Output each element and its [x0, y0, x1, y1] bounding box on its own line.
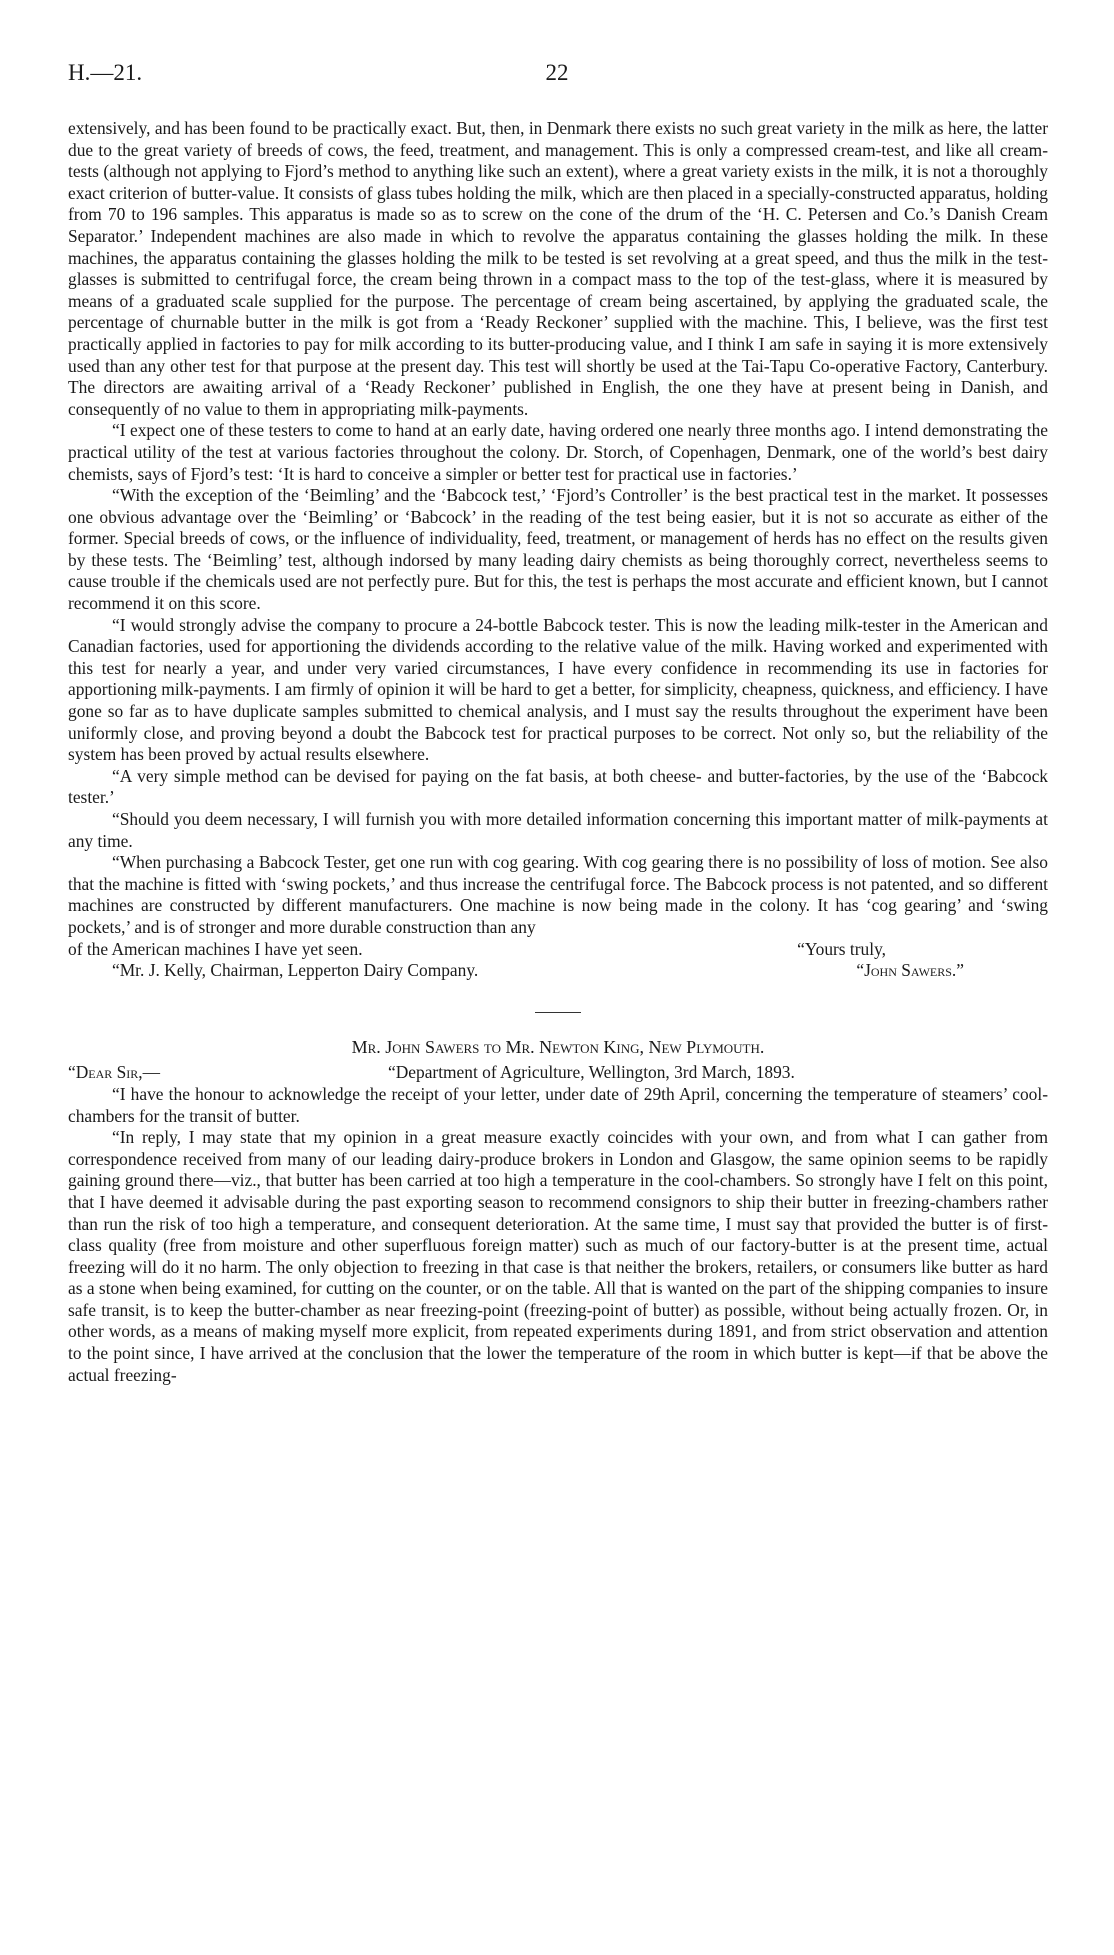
letter-king — [68, 1037, 1048, 1387]
document-reference: H.—21. — [68, 60, 143, 85]
closing: “Yours truly, — [797, 938, 886, 959]
letter-kelly — [68, 118, 1048, 982]
paragraph: extensively, and has been found to be practically exact. But, then, in Denmark there exists no such great variety in the milk as here, the latter due to the great variety of breeds of cows, the feed, treatment, and management. This is only a compressed cream-test, and like all cream-tests (although not applying to Fjord’s method to anything like such an extent), where a great variety exists in the milk, it is not a thoroughly exact criterion of butter-value. It consists of glass tubes holding the milk, which are then placed in a specially-constructed apparatus, holding from 70 to 196 samples. This apparatus is made so as to screw on the cone of the drum of the ‘H. C. Petersen and Co.’s Danish Cream Separator.’ Independent machines are also made in which to revolve the apparatus containing the glasses holding the milk. In these machines, the apparatus containing the glasses holding the milk to be tested is set revolving at a great speed, and thus the milk in the test-glasses is submitted to centrifugal force, the cream being thrown in a compact mass to the top of the test-glass, where it is measured by means of a graduated scale supplied for the purpose. The percentage of cream being ascertained, by applying the graduated scale, the percentage of churnable butter in the milk is got from a ‘Ready Reckoner’ supplied with the machine. This, I believe, was the first test practically applied in factories to pay for milk according to its butter-producing value, and I think I am safe in saying it is more extensively used than any other test for that purpose at the present day. This test will shortly be used at the Tai-Tapu Co-operative Factory, Canterbury. The directors are awaiting arrival of a ‘Ready Reckoner’ published in English, the one they have at present being in Danish, and consequently of no value to them in appropriating milk-payments. — [68, 118, 1048, 419]
paragraph: “When purchasing a Babcock Tester, get one run with cog gearing. With cog gearing there is no possibility of loss of motion. See also that the machine is fitted with ‘swing pockets,’ and thus increase the centrifugal force. The Babcock process is not patented, and so different machines are constructed by different manufacturers. One machine is now being made in the colony. It has ‘cog gearing’ and ‘swing pockets,’ and is of stronger and more durable construction than any — [68, 852, 1048, 937]
salutation-row — [68, 1062, 1048, 1084]
section-divider — [535, 1012, 581, 1013]
page-number: 22 — [545, 60, 569, 85]
paragraph: “I expect one of these testers to come to hand at an early date, having ordered one nearly three months ago. I intend demonstrating the practical utility of the test at various factories throughout the colony. Dr. Storch, of Copenhagen, Denmark, one of the world’s best dairy chemists, says of Fjord’s test: ‘It is hard to conceive a simpler or better test for practical use in factories.’ — [68, 420, 1048, 484]
letter-title: Mr. John Sawers to Mr. Newton King, New Plymouth. — [351, 1036, 765, 1057]
paragraph-end: of the American machines I have yet seen. — [68, 938, 363, 959]
paragraph: “I would strongly advise the company to procure a 24-bottle Babcock tester. This is now the leading milk-tester in the American and Canadian factories, used for apportioning the dividends according to the relative value of the milk. Having worked and experimented with this test for nearly a year, and under very varied circumstances, I have every confidence in recommending its use in factories for apportioning milk-payments. I am firmly of opinion it will be hard to get a better, for simplicity, cheapness, quickness, and efficiency. I have gone so far as to have duplicate samples submitted to chemical analysis, and I must say the results throughout the experiment have been uniformly close, and proving beyond a doubt the Babcock test for practical purposes to be correct. Not only so, but the reliability of the system has been proved by actual results elsewhere. — [68, 614, 1048, 765]
page-header — [68, 60, 1046, 94]
paragraph: “With the exception of the ‘Beimling’ and the ‘Babcock test,’ ‘Fjord’s Controller’ is the best practical test in the market. It possesses one obvious advantage over the ‘Beimling’ or ‘Babcock’ in the reading of the test being easier, but it is not so accurate as either of the former. Special breeds of cows, or the influence of individuality, feed, treatment, or management of herds has no effect on the results given by these tests. The ‘Beimling’ test, although indorsed by many leading dairy chemists as being thoroughly correct, nevertheless seems to cause trouble if the chemicals used are not perfectly pure. But for this, the test is perhaps the most accurate and efficient known, but I cannot recommend it on this score. — [68, 485, 1048, 614]
paragraph: “In reply, I may state that my opinion in a great measure exactly coincides with your own, and from what I can gather from correspondence received from many of our leading dairy-produce brokers in London and Glasgow, the same opinion seems to be rapidly gaining ground there—viz., that butter has been carried at too high a temperature in the cool-chambers. So strongly have I felt on this point, that I have deemed it advisable during the past exporting season to recommend consignors to ship their butter in freezing-chambers rather than run the risk of too high a temperature, and consequent deterioration. At the same time, I must say that provided the butter is of first-class quality (free from moisture and other superfluous foreign matter) such as much of our factory-butter is at the present time, actual freezing will do it no harm. The only objection to freezing in that case is that neither the brokers, retailers, or consumers like butter as hard as a stone when being examined, for cutting on the counter, or on the table. All that is wanted on the part of the shipping companies to insure safe transit, is to keep the butter-chamber as near freezing-point (freezing-point of butter) as possible, without being actually frozen. Or, in other words, as a means of making myself more explicit, from repeated experiments during 1891, and from strict observation and attention to the point since, I have arrived at the conclusion that the lower the temperature of the room in which butter is kept—if that be above the actual freezing- — [68, 1127, 1048, 1385]
paragraph: “I have the honour to acknowledge the receipt of your letter, under date of 29th April, concerning the temperature of steamers’ cool-chambers for the transit of butter. — [68, 1083, 1048, 1126]
addressee: “Mr. J. Kelly, Chairman, Lepperton Dairy Company. — [112, 960, 479, 981]
address-date: “Department of Agriculture, Wellington, 3rd March, 1893. — [388, 1062, 795, 1083]
signature-row — [68, 960, 1048, 982]
salutation: “Dear Sir,— — [68, 1062, 161, 1083]
closing-row — [68, 939, 1048, 961]
document-body — [68, 118, 1048, 1386]
paragraph: “Should you deem necessary, I will furnish you with more detailed information concerning this important matter of milk-payments at any time. — [68, 809, 1048, 851]
paragraph: “A very simple method can be devised for paying on the fat basis, at both cheese- and butter-factories, by the use of the ‘Babcock tester.’ — [68, 765, 1048, 808]
signature: “John Sawers.” — [856, 960, 964, 981]
